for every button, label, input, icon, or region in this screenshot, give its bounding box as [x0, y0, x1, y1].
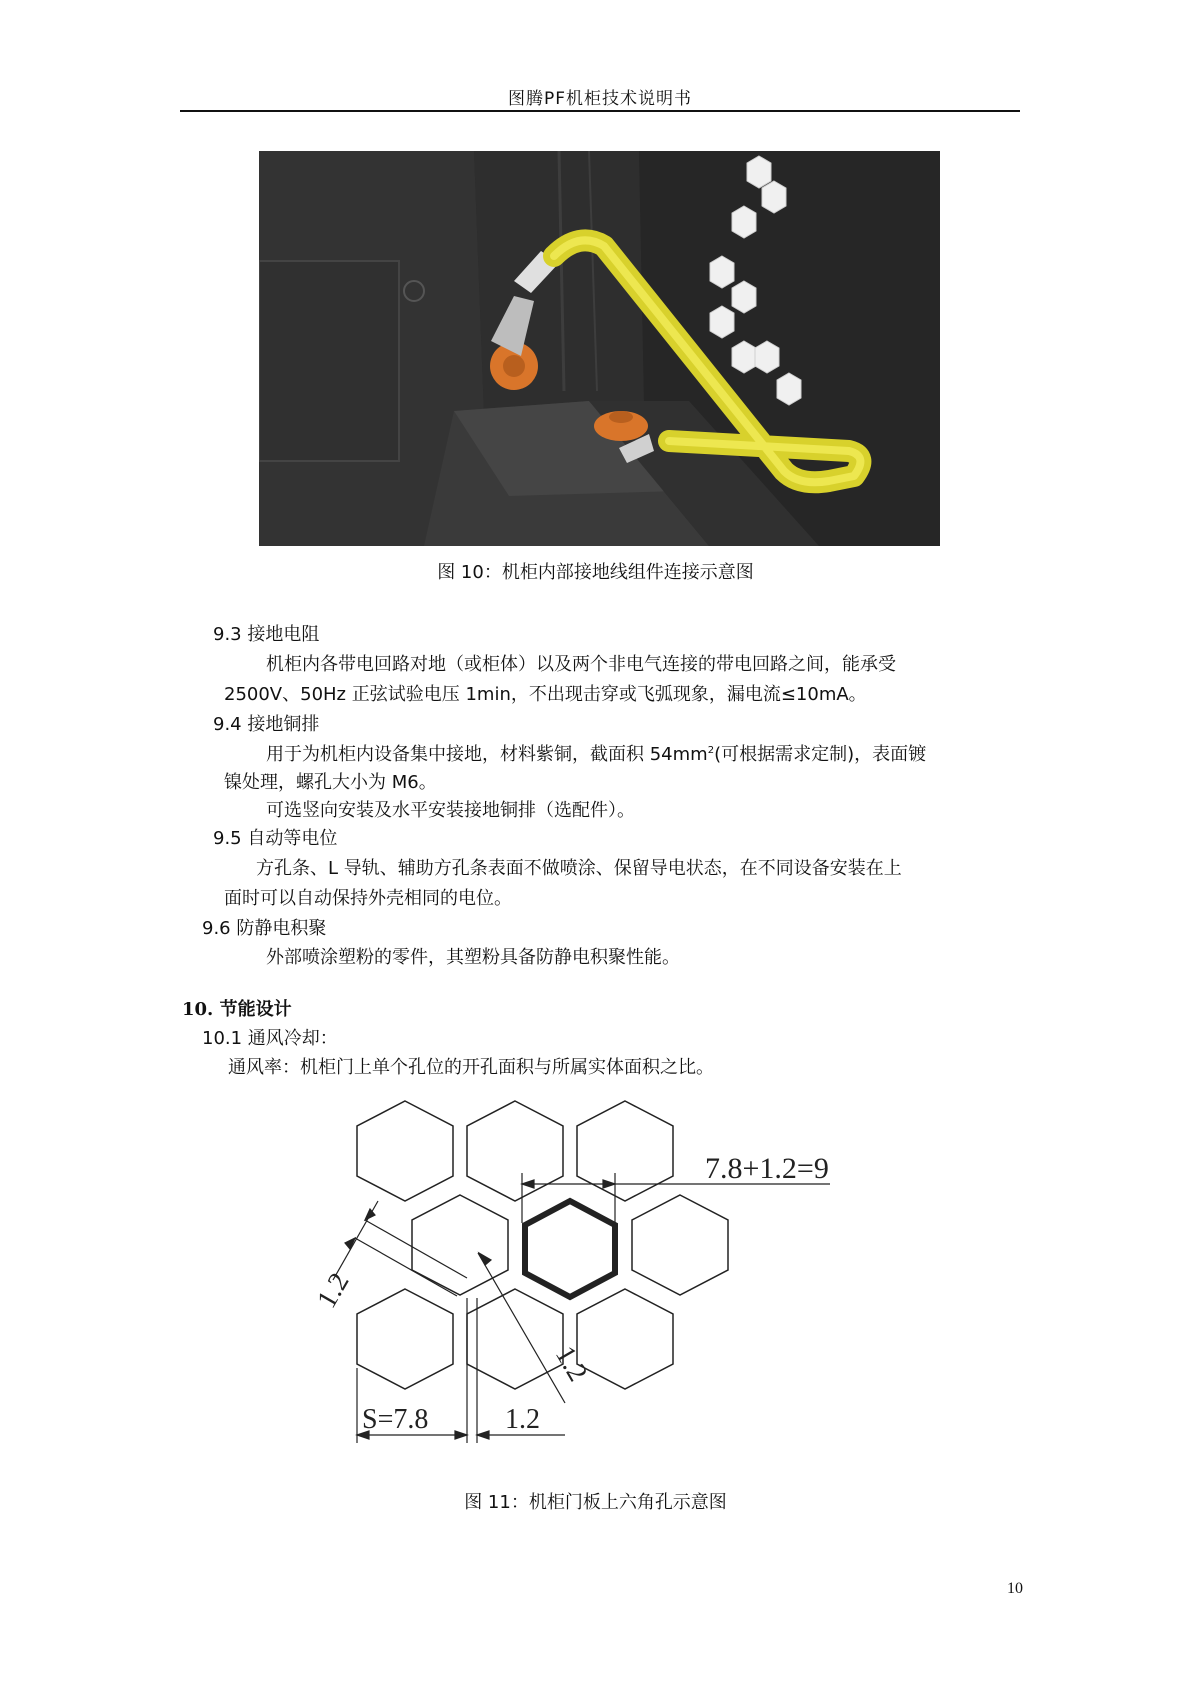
- section-10-1-title: 10.1 通风冷却：: [202, 1028, 338, 1049]
- section-10-title: 10. 节能设计: [182, 999, 292, 1020]
- section-9-4-title: 9.4 接地铜排: [213, 714, 320, 735]
- section-9-3-title: 9.3 接地电阻: [213, 624, 320, 645]
- highlighted-hexagon-hole: [525, 1201, 615, 1297]
- page-header-title: 图腾PF机柜技术说明书: [507, 89, 693, 109]
- section-9-4-line-3: 可选竖向安装及水平安装接地铜排（选配件）。: [266, 800, 635, 821]
- section-9-3-line-1: 机柜内各带电回路对地（或柜体）以及两个非电气连接的带电回路之间，能承受: [266, 654, 896, 675]
- hexagon-hole: [632, 1195, 728, 1295]
- section-9-3-line-2: 2500V、50Hz 正弦试验电压 1min，不出现击穿或飞弧现象，漏电流≤10mA。: [224, 684, 867, 705]
- section-9-4-line-1: [266, 740, 926, 766]
- hexagon-hole-diagram: [310, 1098, 920, 1468]
- dimension-gap-left-label: 1.2: [311, 1267, 356, 1314]
- section-9-4-line-1-pre: 用于为机柜内设备集中接地，材料紫铜，截面积 54mm: [266, 744, 708, 765]
- section-9-4-line-2: 镍处理，螺孔大小为 M6。: [224, 772, 437, 793]
- hexagon-hole: [467, 1101, 563, 1201]
- page-number: 10: [1007, 1580, 1023, 1597]
- section-9-5-title: 9.5 自动等电位: [213, 828, 338, 849]
- dimension-gap-diagonal-label: 1.2: [548, 1341, 594, 1387]
- hexagon-hole: [357, 1101, 453, 1201]
- section-10-1-line-1: 通风率：机柜门上单个孔位的开孔面积与所属实体面积之比。: [228, 1057, 714, 1078]
- section-9-4-line-1-post: (可根据需求定制)，表面镀: [714, 744, 927, 765]
- section-9-4-line-1-sup: 2: [707, 745, 715, 756]
- figure-10-caption: 图 10：机柜内部接地线组件连接示意图: [437, 562, 754, 583]
- hexagon-hole: [577, 1289, 673, 1389]
- section-9-6-line-1: 外部喷涂塑粉的零件，其塑粉具备防静电积聚性能。: [266, 947, 680, 968]
- section-9-5-line-2: 面时可以自动保持外壳相同的电位。: [224, 888, 512, 909]
- hexagon-hole: [577, 1101, 673, 1201]
- section-9-6-title: 9.6 防静电积聚: [202, 918, 327, 939]
- dimension-pitch-label: 7.8+1.2=9: [705, 1152, 829, 1185]
- hexagon-hole: [357, 1289, 453, 1389]
- dimension-gap-bottom-label: 1.2: [505, 1404, 540, 1435]
- figure-11-caption: 图 11：机柜门板上六角孔示意图: [464, 1492, 727, 1513]
- dimension-s-label: S=7.8: [362, 1404, 429, 1435]
- header-rule: [180, 110, 1020, 112]
- grounding-wire-photo: [259, 151, 940, 546]
- section-9-5-line-1: 方孔条、L 导轨、辅助方孔条表面不做喷涂、保留导电状态，在不同设备安装在上: [256, 858, 902, 879]
